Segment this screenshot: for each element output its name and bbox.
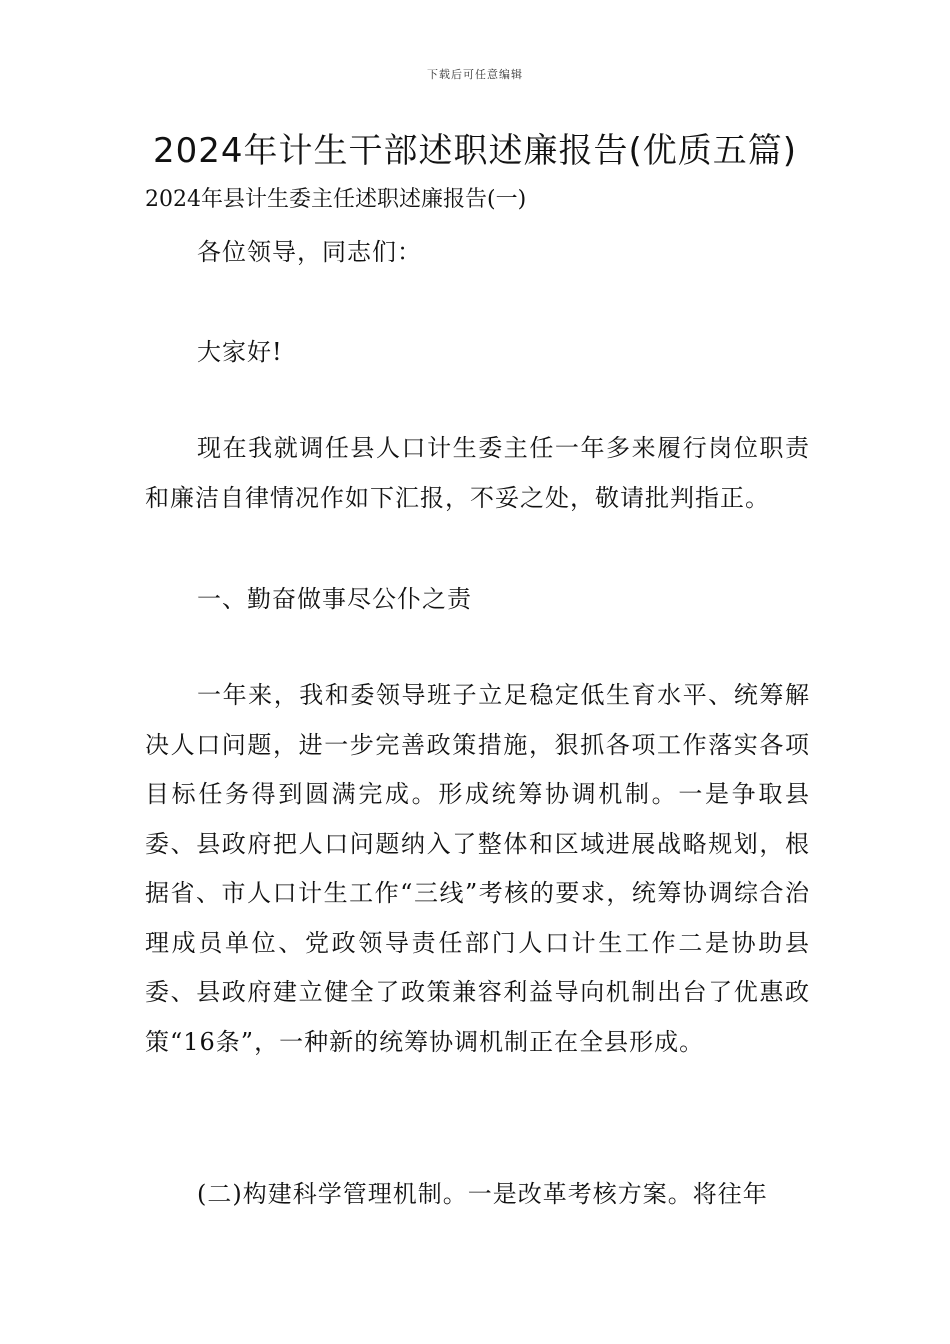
paragraph-intro: 现在我就调任县人口计生委主任一年多来履行岗位职责和廉洁自律情况作如下汇报，不妥之处，敬请批判指正。 [145, 434, 810, 512]
paragraph-greeting: 各位领导，同志们： [197, 238, 422, 266]
paragraph-subsection: (二)构建科学管理机制。一是改革考核方案。将往年 [197, 1180, 768, 1208]
header-note: 下载后可任意编辑 [427, 68, 523, 81]
section-heading: 一、勤奋做事尽公仆之责 [197, 585, 472, 613]
paragraph-body: 一年来，我和委领导班子立足稳定低生育水平、统筹解决人口问题，进一步完善政策措施，狠抓各项工作落实各项目标任务得到圆满完成。形成统筹协调机制。一是争取县委、县政府把人口问题纳入了整体和区域进展战略规划，根据省、市人口计生工作“三线”考核的要求，统筹协调综合治理成员单位、党政领导责任部门人口计生工作二是协助县委、县政府建立健全了政策兼容利益导向机制出台了优惠政策“16条”，一种新的统筹协调机制正在全县形成。 [145, 681, 810, 1056]
document-title: 2024年计生干部述职述廉报告(优质五篇) [152, 131, 798, 171]
paragraph-hello: 大家好! [197, 338, 283, 366]
document-subtitle: 2024年县计生委主任述职述廉报告(一) [145, 187, 527, 212]
